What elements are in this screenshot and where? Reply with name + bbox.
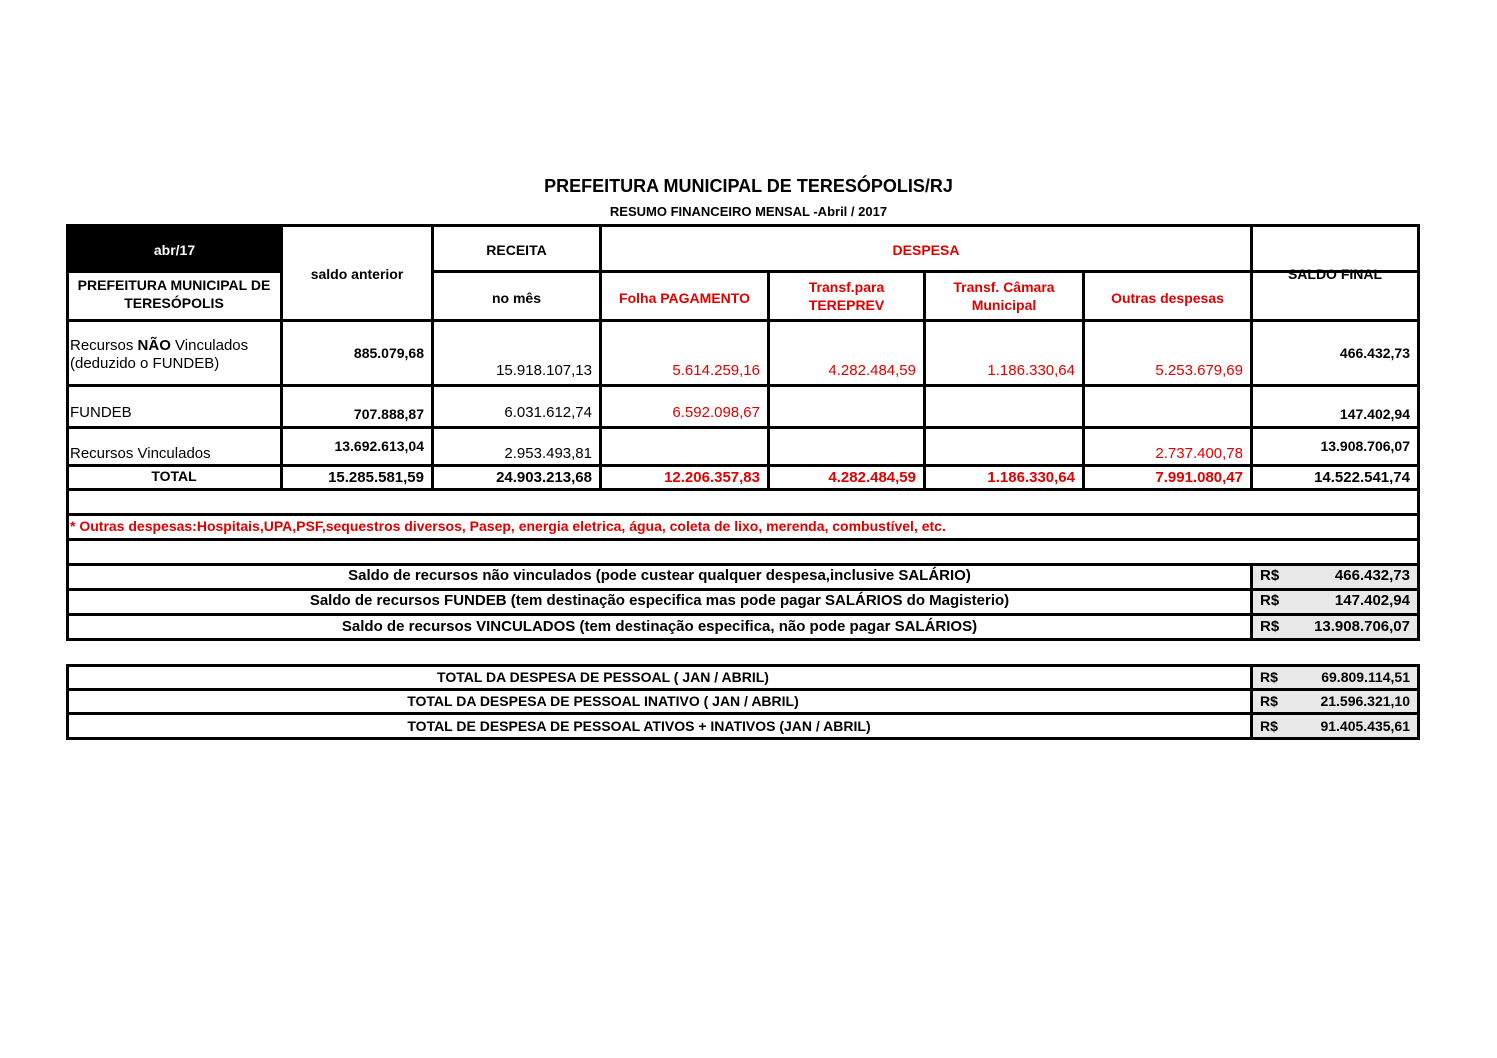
table-cell: 6.592.098,67 (672, 404, 760, 421)
table-cell: 2.737.400,78 (1155, 445, 1243, 462)
table-cell: 707.888,87 (353, 406, 424, 422)
table-cell: 24.903.213,68 (496, 469, 592, 486)
page-title: PREFEITURA MUNICIPAL DE TERESÓPOLIS/RJ (544, 176, 953, 196)
table-cell: 2.953.493,81 (504, 445, 592, 462)
spacer-row (66, 488, 1420, 516)
table-cell: 1.186.330,64 (987, 469, 1075, 486)
receita-header: RECEITA (486, 242, 547, 258)
table-cell: 13.692.613,04 (334, 438, 424, 454)
table-cell: 4.282.484,59 (828, 469, 916, 486)
table-cell: 147.402,94 (1339, 406, 1410, 422)
receita-subheader: no mês (491, 290, 541, 306)
personnel-value: 21.596.321,10 (1320, 693, 1410, 709)
currency-label: R$ (1260, 618, 1280, 635)
period-label: abr/17 (153, 242, 196, 258)
table-row-label: FUNDEB (70, 404, 132, 421)
personnel-label: TOTAL DE DESPESA DE PESSOAL ATIVOS + INATIVOS (JAN / ABRIL) (407, 718, 871, 734)
table-cell: 4.282.484,59 (828, 362, 916, 379)
page-subtitle: RESUMO FINANCEIRO MENSAL -Abril / 2017 (609, 204, 888, 219)
outras-header: Outras despesas (1111, 290, 1224, 306)
personnel-value: 91.405.435,61 (1320, 718, 1410, 734)
table-row-label: Recursos NÃO Vinculados (deduzido o FUNDEB) (70, 337, 249, 372)
tereprev-header: Transf.para TEREPREV (808, 279, 885, 313)
table-cell: 12.206.357,83 (664, 469, 760, 486)
total-label: TOTAL (151, 468, 197, 484)
currency-label: R$ (1260, 592, 1280, 609)
table-cell: 1.186.330,64 (987, 362, 1075, 379)
table-cell: 6.031.612,74 (504, 404, 592, 421)
balance-value: 13.908.706,07 (1314, 618, 1410, 635)
balance-label: Saldo de recursos VINCULADOS (tem destinação especifica, não pode pagar SALÁRIOS) (341, 618, 978, 635)
currency-label: R$ (1260, 669, 1278, 685)
balance-label: Saldo de recursos não vinculados (pode custear qualquer despesa,inclusive SALÁRIO) (348, 567, 971, 584)
personnel-label: TOTAL DA DESPESA DE PESSOAL ( JAN / ABRIL) (437, 669, 769, 685)
personnel-label: TOTAL DA DESPESA DE PESSOAL INATIVO ( JAN / ABRIL) (407, 693, 799, 709)
saldo-final-header: SALDO FINAL (1287, 266, 1383, 282)
spacer-row (66, 538, 1420, 564)
currency-label: R$ (1260, 693, 1278, 709)
table-cell: 466.432,73 (1339, 345, 1410, 361)
table-cell: 7.991.080,47 (1155, 469, 1243, 486)
currency-label: R$ (1260, 718, 1278, 734)
note-text: * Outras despesas:Hospitais,UPA,PSF,sequestros diversos, Pasep, energia eletrica, água, coleta de lixo, merenda, combustível, etc. (70, 518, 946, 534)
table-cell: 13.908.706,07 (1320, 438, 1410, 454)
currency-label: R$ (1260, 567, 1280, 584)
table-cell: 15.918.107,13 (496, 362, 592, 379)
balance-value: 147.402,94 (1334, 592, 1410, 609)
table-cell: 5.253.679,69 (1155, 362, 1243, 379)
table-row-label: Recursos Vinculados (70, 445, 211, 462)
folha-header: Folha PAGAMENTO (619, 290, 750, 306)
balance-value: 466.432,73 (1334, 567, 1410, 584)
camara-header: Transf. Câmara Municipal (953, 279, 1055, 313)
entity-header: PREFEITURA MUNICIPAL DE TERESÓPOLIS (77, 277, 271, 311)
table-cell: 885.079,68 (353, 345, 424, 361)
balance-label: Saldo de recursos FUNDEB (tem destinação especifica mas pode pagar SALÁRIOS do Magisterio) (309, 592, 1010, 609)
saldo-anterior-header: saldo anterior (310, 266, 404, 282)
table-cell: 15.285.581,59 (328, 469, 424, 486)
personnel-value: 69.809.114,51 (1321, 669, 1410, 685)
table-cell: 5.614.259,16 (672, 362, 760, 379)
table-cell: 14.522.541,74 (1314, 469, 1410, 486)
despesa-header: DESPESA (892, 242, 960, 258)
